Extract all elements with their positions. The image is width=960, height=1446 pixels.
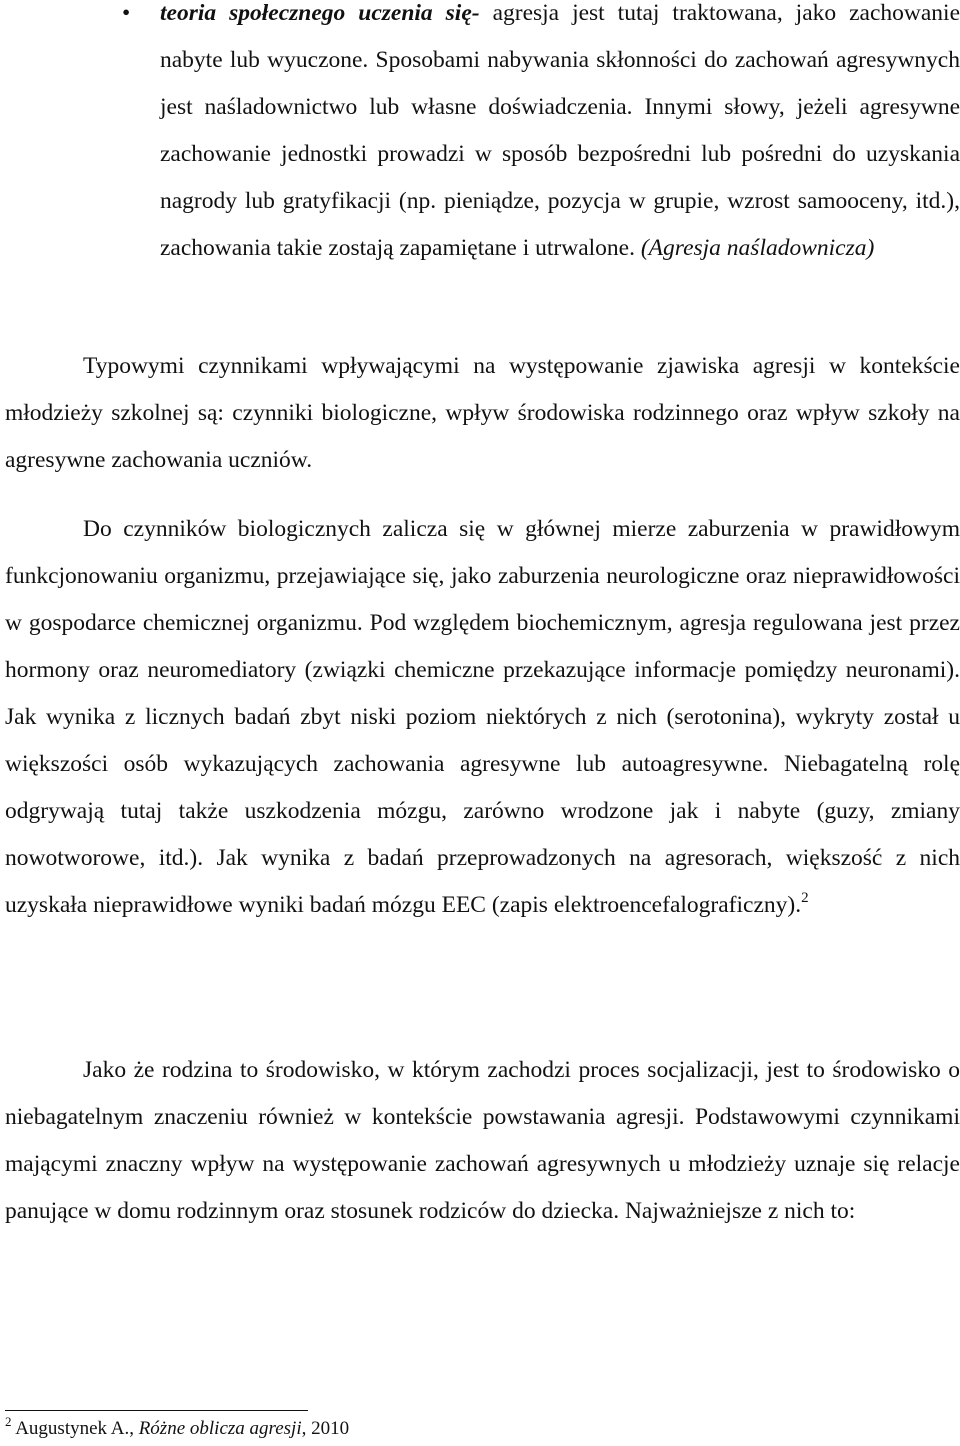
bullet-term: teoria społecznego uczenia się- [160, 0, 480, 26]
footnote-author: Augustynek A., [11, 1418, 139, 1439]
paragraph-text: Jako że rodzina to środowisko, w którym zachodzi proces socjalizacji, jest to środowisko o niebagatelnym znaczeniu również w kontekście powstawania agresji. Podstawowymi czynnikami mającymi znaczny wpływ na występowanie zachowań agresywnych u młodzieży uznaje się relacje panujące w domu rodzinnym oraz stosunek rodziców do dziecka. Najważniejsze z nich to: [5, 1057, 960, 1224]
paragraph-biological-factors [5, 506, 960, 929]
bullet-paragraph [160, 0, 960, 272]
bullet-tail-italic: (Agresja naśladownicza) [640, 235, 875, 261]
bullet-item-social-learning [122, 0, 960, 272]
bullet-text: agresja jest tutaj traktowana, jako zachowanie nabyte lub wyuczone. Sposobami nabywania skłonności do zachowań agresywnych jest naśladownictwo lub własne doświadczenia. Innymi słowy, jeżeli agresywne zachowanie jednostki prowadzi w sposób bezpośredni lub pośredni do uzyskania nagrody lub gratyfikacji (np. pieniądze, pozycja w grupie, wzrost samooceny, itd.), zachowania takie zostają zapamiętane i utrwalone. [160, 0, 960, 261]
paragraph-biological-text [5, 506, 960, 929]
bullet-marker: • [122, 0, 131, 26]
footnote-year: , 2010 [301, 1418, 350, 1439]
footnote-number: 2 [5, 1414, 12, 1429]
paragraph-family-environment [5, 1047, 960, 1235]
paragraph-typical-factors [5, 343, 960, 484]
paragraph-body: Do czynników biologicznych zalicza się w głównej mierze zaburzenia w prawidłowym funkcjonowaniu organizmu, przejawiające się, jako zaburzenia neurologiczne oraz nieprawidłowości w gospodarce chemicznej organizmu. Pod względem biochemicznym, agresja regulowana jest przez hormony oraz neuromediatory (związki chemiczne przekazujące informacje pomiędzy neuronami). Jak wynika z licznych badań zbyt niski poziom niektórych z nich (serotonina), wykryty został u większości osób wykazujących zachowania agresywne lub autoagresywne. Niebagatelną rolę odgrywają tutaj także uszkodzenia mózgu, zarówno wrodzone jak i nabyte (guzy, zmiany nowotworowe, itd.). Jak wynika z badań przeprowadzonych na agresorach, większość z nich uzyskała nieprawidłowe wyniki badań mózgu EEC (zapis elektroencefalograficzny). [5, 516, 960, 918]
footnote [5, 1416, 349, 1442]
footnote-title: Różne oblicza agresji [138, 1418, 302, 1439]
paragraph-text: Typowymi czynnikami wpływającymi na występowanie zjawiska agresji w kontekście młodzieży szkolnej są: czynniki biologiczne, wpływ środowiska rodzinnego oraz wpływ szkoły na agresywne zachowania uczniów. [5, 353, 960, 473]
footnote-reference: 2 [801, 890, 809, 906]
footnote-divider [5, 1410, 308, 1411]
